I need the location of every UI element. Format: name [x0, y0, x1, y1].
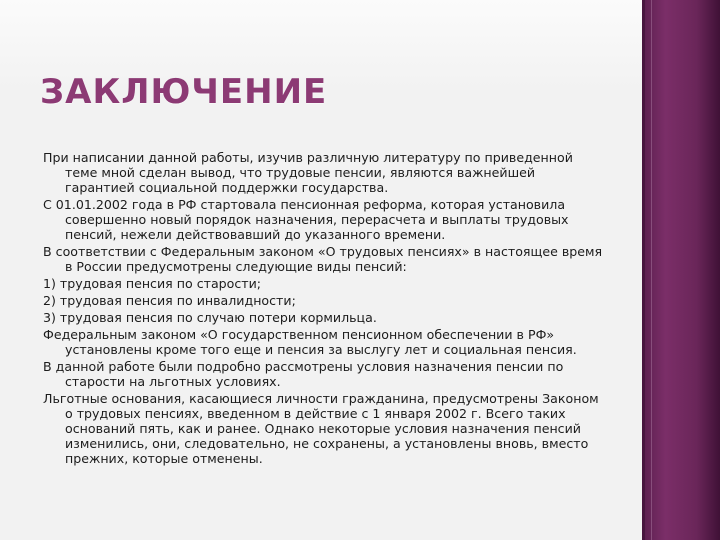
list-item-survivor-pension: 3) трудовая пенсия по случаю потери кормильца. [43, 310, 377, 325]
paragraph-pension-types-intro: В соответствии с Федеральным законом «О трудовых пенсиях» в настоящее время в России предусмотрены следующие виды пенсий: [43, 244, 603, 274]
paragraph-state-pension-law: Федеральным законом «О государственном пенсионном обеспечении в РФ» установлены кроме того еще и пенсия за выслугу лет и социальная пенсия. [43, 327, 577, 357]
list-item-disability-pension: 2) трудовая пенсия по инвалидности; [43, 293, 296, 308]
decorative-side-bar [642, 0, 720, 540]
paragraph-preferential-conditions: В данной работе были подробно рассмотрены условия назначения пенсии по старости на льготных условиях. [43, 359, 564, 389]
side-bar-edge [642, 0, 645, 540]
paragraph-preferential-grounds: Льготные основания, касающиеся личности гражданина, предусмотрены Законом о трудовых пенсиях, введенном в действие с 1 января 2002 г. Всего таких оснований пять, как и ранее. Однако некоторые условия назначения пенсий изменились, они, следовательно, не сохранены, а установлены вновь, вместо прежних, которые отменены. [43, 391, 599, 466]
side-bar-inner-line [651, 0, 652, 540]
paragraph-conclusion: При написании данной работы, изучив различную литературу по приведенной теме мной сделан вывод, что трудовые пенсии, являются важнейшей гарантией социальной поддержки государства. [43, 150, 573, 195]
list-item-old-age-pension: 1) трудовая пенсия по старости; [43, 276, 262, 291]
slide-body [43, 150, 603, 468]
paragraph-reform: С 01.01.2002 года в РФ стартовала пенсионная реформа, которая установила совершенно новый порядок назначения, перерасчета и выплаты трудовых пенсий, нежели действовавший до указанного времени. [43, 197, 569, 242]
slide-title: ЗАКЛЮЧЕНИЕ [40, 72, 328, 112]
